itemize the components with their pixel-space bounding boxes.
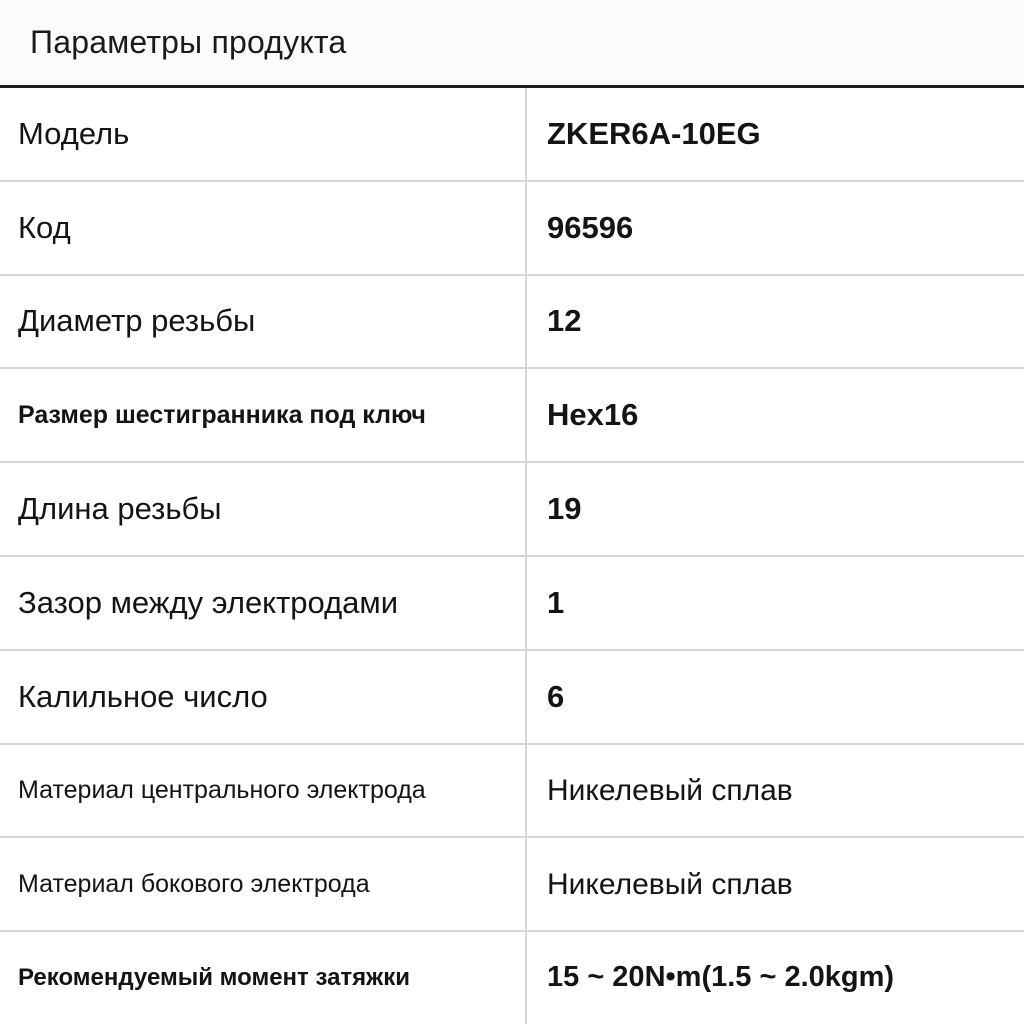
spec-label: Калильное число <box>0 651 527 743</box>
table-row <box>0 88 1024 182</box>
spec-value: Никелевый сплав <box>547 773 793 807</box>
spec-label: Размер шестигранника под ключ <box>0 369 527 461</box>
table-row <box>0 182 1024 276</box>
table-row <box>0 463 1024 557</box>
spec-value: Hex16 <box>547 397 639 433</box>
spec-label: Модель <box>0 88 527 180</box>
table-row <box>0 651 1024 745</box>
spec-value: 1 <box>547 584 565 620</box>
spec-value: 12 <box>547 303 582 339</box>
table-row <box>0 557 1024 651</box>
table-row <box>0 369 1024 463</box>
spec-label: Длина резьбы <box>0 463 527 555</box>
spec-label: Зазор между электродами <box>0 557 527 649</box>
panel-header <box>0 0 1024 88</box>
table-row <box>0 276 1024 370</box>
specification-table <box>0 88 1024 1024</box>
spec-value: 19 <box>547 491 582 527</box>
table-row <box>0 745 1024 839</box>
table-row <box>0 932 1024 1024</box>
spec-value: ZKER6A-10EG <box>547 115 761 151</box>
spec-label: Диаметр резьбы <box>0 276 527 368</box>
spec-label: Рекомендуемый момент затяжки <box>0 932 527 1024</box>
spec-value: 96596 <box>547 209 634 245</box>
spec-value: 6 <box>547 678 565 714</box>
spec-label: Материал центрального электрода <box>0 745 527 837</box>
spec-value: Никелевый сплав <box>547 867 793 901</box>
page-title: Параметры продукта <box>30 24 347 60</box>
spec-value: 15 ~ 20N•m(1.5 ~ 2.0kgm) <box>547 961 895 994</box>
spec-label: Материал бокового электрода <box>0 838 527 930</box>
spec-label: Код <box>0 182 527 274</box>
table-row <box>0 838 1024 932</box>
